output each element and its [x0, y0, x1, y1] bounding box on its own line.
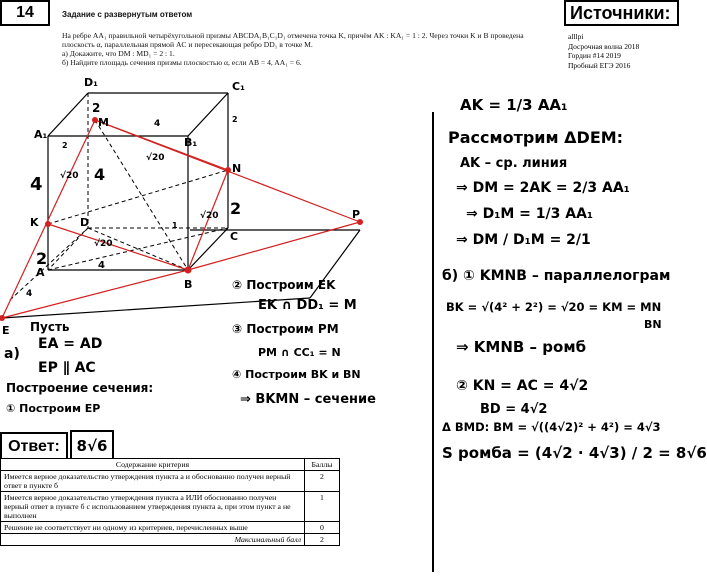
- note-bmd-line: Δ BMD: BM = √((4√2)² + 4²) = 4√3: [442, 420, 661, 434]
- note-dm-line: ⇒ DM = 2AK = 2/3 AA₁: [456, 180, 630, 196]
- measure-label: 1: [172, 221, 178, 230]
- criterion-points: 1: [305, 492, 340, 522]
- column-header: Баллы: [305, 459, 340, 471]
- vertex-label-d: D: [80, 216, 90, 229]
- table-header-row: [1, 459, 340, 471]
- vertex-label-a1: A₁: [34, 128, 48, 141]
- criterion-points: 2: [305, 471, 340, 492]
- vertex-label-d1: D₁: [84, 76, 98, 89]
- vertex-label-c: C: [230, 230, 239, 243]
- measure-label: 4: [154, 119, 161, 129]
- note-consider: Рассмотрим ΔDEM:: [448, 128, 624, 147]
- task-condition: На ребре AA₁ правильной четырёхугольной призмы ABCDA₁B₁C₁D₁ отмечена точка K, причём AK : KA₁ = 1 : 2. Через точки K и B проведена плоскость α, параллельная прямой AC и пересекающая ребро DD₁ в точке M.: [62, 31, 524, 49]
- note-ea-ad: EA = AD: [38, 336, 103, 352]
- table-row-max: [1, 534, 340, 546]
- source-item: Гордин #14 2019: [568, 51, 621, 60]
- note-step3a: ③ Построим PM: [232, 322, 339, 336]
- measure-label: 4: [98, 260, 105, 271]
- note-bk-line: BK = √(4² + 2²) = √20 = KM = MN: [446, 300, 662, 314]
- note-let: Пусть: [30, 320, 70, 334]
- max-score-value: 2: [305, 534, 340, 546]
- source-item: alllpi: [568, 32, 584, 41]
- vertex-label-p: P: [352, 208, 361, 221]
- column-header: Содержание критерия: [1, 459, 305, 471]
- criterion-text: Решение не соответствует ни одному из критериев, перечисленных выше: [1, 522, 305, 534]
- table-row: [1, 522, 340, 534]
- criteria-table: [0, 458, 340, 546]
- criterion-text: Имеется верное доказательство утверждения пункта а и обоснованно получен верный ответ в пункте б: [1, 471, 305, 492]
- source-item: Досрочная волна 2018: [568, 41, 640, 51]
- note-ep-ac: EP ∥ AC: [38, 360, 96, 376]
- measure-label: √20: [94, 239, 113, 249]
- note-step2b: EK ∩ DD₁ = M: [258, 298, 357, 313]
- note-b-parallelogram: б) ① KMNB – параллелограм: [442, 268, 671, 284]
- measure-label: 4: [30, 174, 43, 195]
- measure-label: 2: [92, 101, 101, 115]
- note-rhombus: ⇒ KMNB – ромб: [456, 338, 587, 356]
- sources-panel: [564, 0, 679, 70]
- note-result: ⇒ BKMN – сечение: [240, 392, 376, 407]
- vertex-label-m: M: [98, 116, 109, 129]
- vertex-label-n: N: [232, 162, 242, 175]
- answer-label: Ответ:: [0, 432, 68, 462]
- vertex-label-c1: C₁: [232, 80, 245, 93]
- answer-value: 8√6: [70, 430, 114, 462]
- criterion-text: Имеется верное доказательство утверждения пункта а ИЛИ обоснованно получен верный ответ в пункте б с использованием утверждения пункта а, при этом пункт а не выполнен: [1, 492, 305, 522]
- note-step2a: ② Построим EK: [232, 278, 336, 292]
- note-a-label: а): [4, 346, 20, 362]
- measure-label: 2: [232, 115, 238, 124]
- note-ak-mid: AK – ср. линия: [460, 156, 568, 171]
- vertex-label-b: B: [184, 278, 193, 291]
- measure-label: 4: [94, 165, 106, 184]
- table-row: [1, 471, 340, 492]
- source-item: Пробный ЕГЭ 2016: [568, 60, 631, 70]
- sources-title: Источники:: [564, 0, 679, 26]
- measure-label: 2: [62, 141, 68, 150]
- note-d1m-line: ⇒ D₁M = 1/3 AA₁: [466, 206, 594, 222]
- note-step3b: PM ∩ CC₁ = N: [258, 346, 341, 359]
- note-ak-ratio: AK = 1/3 AA₁: [460, 96, 568, 114]
- max-score-label: Максимальный балл: [1, 534, 305, 546]
- criterion-points: 0: [305, 522, 340, 534]
- task-part-a: а) Докажите, что DM : MD₁ = 2 : 1.: [62, 49, 175, 58]
- task-number: 14: [0, 0, 50, 26]
- measure-label: 4: [26, 289, 33, 299]
- table-row: [1, 492, 340, 522]
- vertex-label-b1: B₁: [184, 136, 198, 149]
- note-step1: ① Построим EP: [6, 402, 101, 415]
- vertex-label-k: K: [30, 216, 39, 229]
- task-part-b: б) Найдите площадь сечения призмы плоскостью α, если AB = 4, AA₁ = 6.: [62, 58, 302, 67]
- measure-label: √20: [146, 153, 165, 163]
- measure-label: 2: [230, 199, 242, 218]
- note-step4: ④ Построим BK и BN: [232, 368, 361, 381]
- measure-label: √20: [60, 171, 79, 181]
- task-title: Задание с развернутым ответом: [62, 10, 193, 19]
- vertex-label-e: E: [2, 324, 10, 337]
- note-area-line: S ромба = (4√2 · 4√3) / 2 = 8√6: [442, 444, 707, 462]
- note-kn-line: ② KN = AC = 4√2: [456, 378, 589, 394]
- vertex-label-a: A: [36, 266, 45, 279]
- measure-label: √20: [200, 211, 219, 221]
- note-bd-line: BD = 4√2: [480, 402, 548, 417]
- note-ratio-line: ⇒ DM / D₁M = 2/1: [456, 232, 591, 248]
- note-bn-line: BN: [644, 318, 662, 331]
- prism-figure: [0, 70, 440, 337]
- measure-label: 2: [36, 249, 48, 268]
- note-construct-title: Построение сечения:: [6, 381, 154, 395]
